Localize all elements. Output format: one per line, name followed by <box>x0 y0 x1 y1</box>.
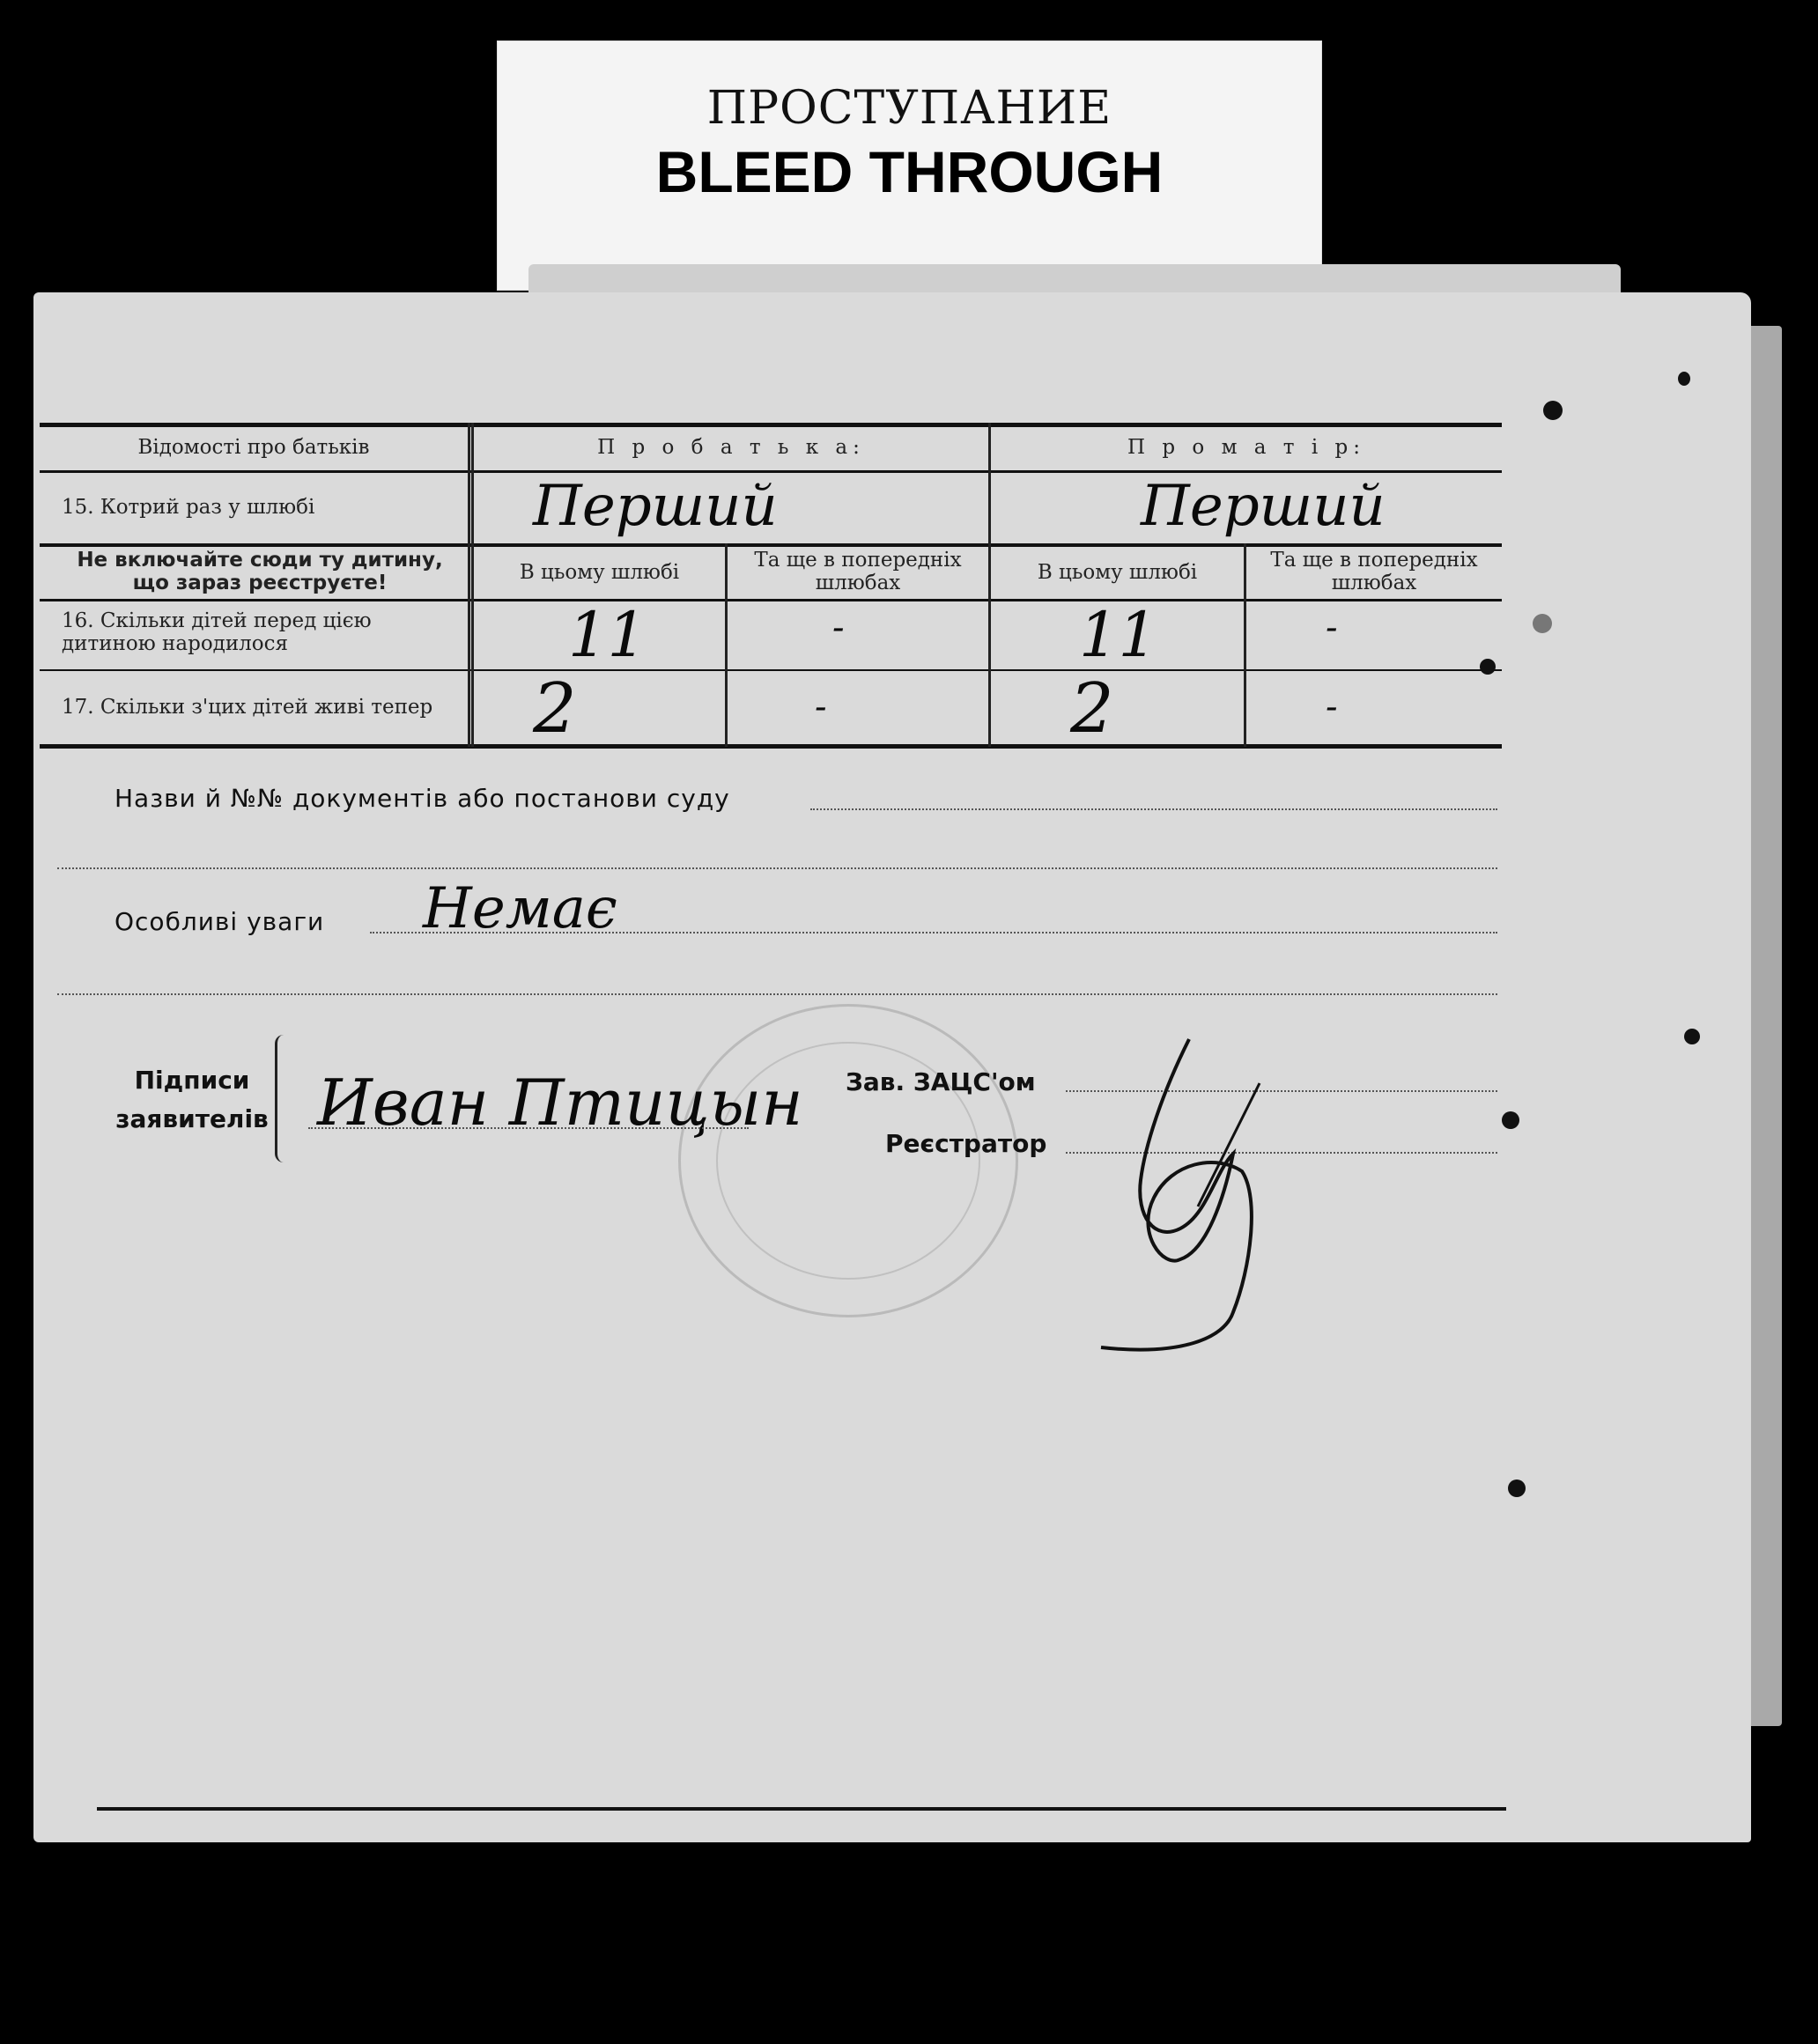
office-stamp <box>678 1004 1018 1317</box>
punch-hole <box>1678 372 1690 386</box>
subheader-this-marriage-mother: В цьому шлюбі <box>1037 561 1198 584</box>
row16-father-prev: - <box>832 608 845 648</box>
punch-hole <box>1533 614 1552 633</box>
registrar-label: Реєстратор <box>885 1129 1047 1158</box>
punch-hole <box>1684 1029 1700 1044</box>
row15-father-value: Перший <box>533 474 778 539</box>
row16-mother-prev: - <box>1326 608 1338 648</box>
subheader-this-marriage-father: В цьому шлюбі <box>519 561 680 584</box>
row17-father-prev: - <box>815 687 827 727</box>
header-about-father: П р о б а т ь к а: <box>597 436 865 459</box>
row17-label: 17. Скільки з'цих дітей живі тепер <box>62 696 433 719</box>
punch-hole <box>1508 1480 1526 1497</box>
subheader-prev-marriages-mother: Та ще в попередніх шлюбах <box>1270 549 1478 594</box>
row15-label: 15. Котрий раз у шлюбі <box>62 496 315 519</box>
row16-label: 16. Скільки дітей перед цією дитиною народилося <box>62 609 372 655</box>
row16-father-this: 11 <box>568 599 647 671</box>
header-about-mother: П р о м а т і р: <box>1127 436 1365 459</box>
documents-line-2 <box>57 867 1497 869</box>
notes-line-2 <box>57 993 1497 995</box>
row16-mother-this: 11 <box>1079 599 1158 671</box>
label-russian: ПРОСТУПАНИЕ <box>706 82 1112 135</box>
row17-mother-this: 2 <box>1070 669 1114 749</box>
registrar-signature <box>1057 1022 1286 1374</box>
subheader-prev-marriages-father: Та ще в попередніх шлюбах <box>754 549 962 594</box>
row17-mother-prev: - <box>1326 687 1338 727</box>
applicants-signature-label: Підписи заявителів <box>115 1066 269 1133</box>
subheader-note: Не включайте сюди ту дитину, що зараз реєструєте! <box>77 549 443 594</box>
punch-hole <box>1480 659 1496 675</box>
row17-father-this: 2 <box>533 669 577 749</box>
bottom-rule <box>97 1807 1506 1811</box>
applicant-signature: Иван Птицын <box>317 1066 803 1140</box>
signature-brace <box>275 1035 290 1162</box>
row15-mother-value: Перший <box>1141 474 1386 539</box>
punch-hole <box>1502 1111 1519 1129</box>
applicant-signature-line <box>308 1127 749 1129</box>
head-label: Зав. ЗАЦС'ом <box>846 1067 1036 1096</box>
header-parents-info: Відомості про батьків <box>137 436 370 459</box>
documents-label: Назви й №№ документів або постанови суду <box>115 784 730 813</box>
notes-label: Особливі уваги <box>115 907 325 936</box>
punch-hole <box>1543 401 1563 420</box>
label-english: BLEED THROUGH <box>655 139 1164 204</box>
documents-line <box>810 808 1497 810</box>
archive-label-card <box>497 41 1322 291</box>
notes-value: Немає <box>423 876 617 941</box>
